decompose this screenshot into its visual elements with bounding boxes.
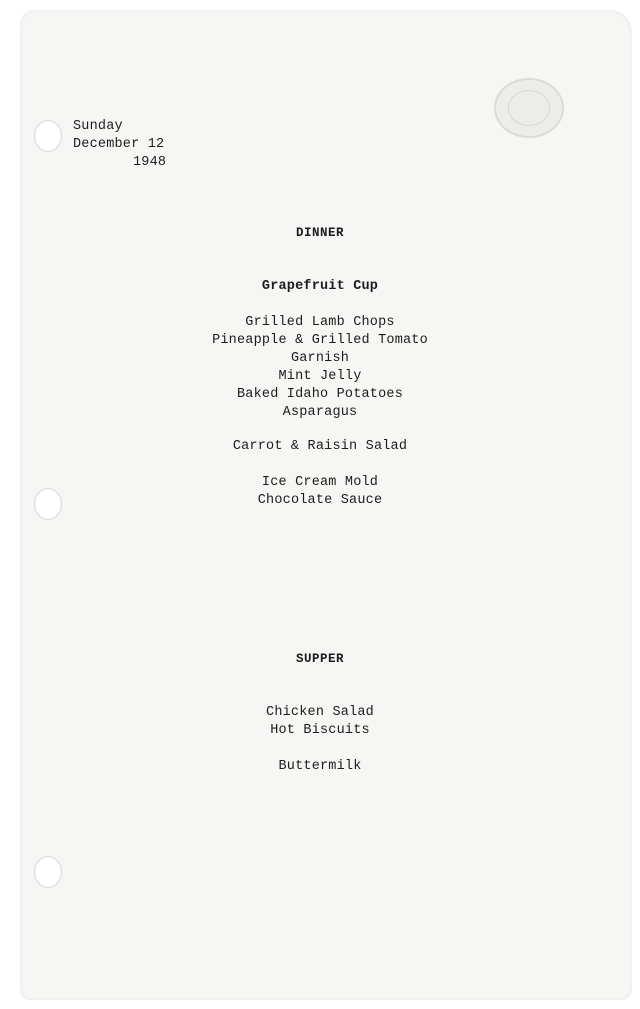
binder-hole-bottom (34, 856, 62, 888)
dinner-item: Garnish (290, 351, 350, 366)
dinner-item: Grilled Lamb Chops (245, 315, 395, 330)
supper-heading: SUPPER (295, 652, 344, 666)
dinner-item: Pineapple & Grilled Tomato (212, 333, 428, 348)
date-month-day: December 12 (73, 137, 165, 152)
dinner-item: Asparagus (282, 405, 358, 420)
dinner-item: Baked Idaho Potatoes (236, 387, 404, 402)
archive-stamp-icon (494, 78, 564, 138)
binder-hole-top (34, 120, 62, 152)
date-year: 1948 (133, 155, 167, 170)
dinner-dessert-item: Chocolate Sauce (257, 493, 383, 508)
dinner-salad: Carrot & Raisin Salad (232, 439, 408, 454)
dinner-heading: DINNER (295, 226, 344, 240)
dinner-dessert-item: Ice Cream Mold (261, 475, 379, 490)
dinner-item: Mint Jelly (278, 369, 362, 384)
supper-item: Hot Biscuits (270, 723, 370, 738)
supper-drink: Buttermilk (278, 759, 362, 774)
date-day: Sunday (73, 119, 123, 134)
dinner-first-course: Grapefruit Cup (261, 279, 379, 294)
supper-item: Chicken Salad (266, 705, 374, 720)
